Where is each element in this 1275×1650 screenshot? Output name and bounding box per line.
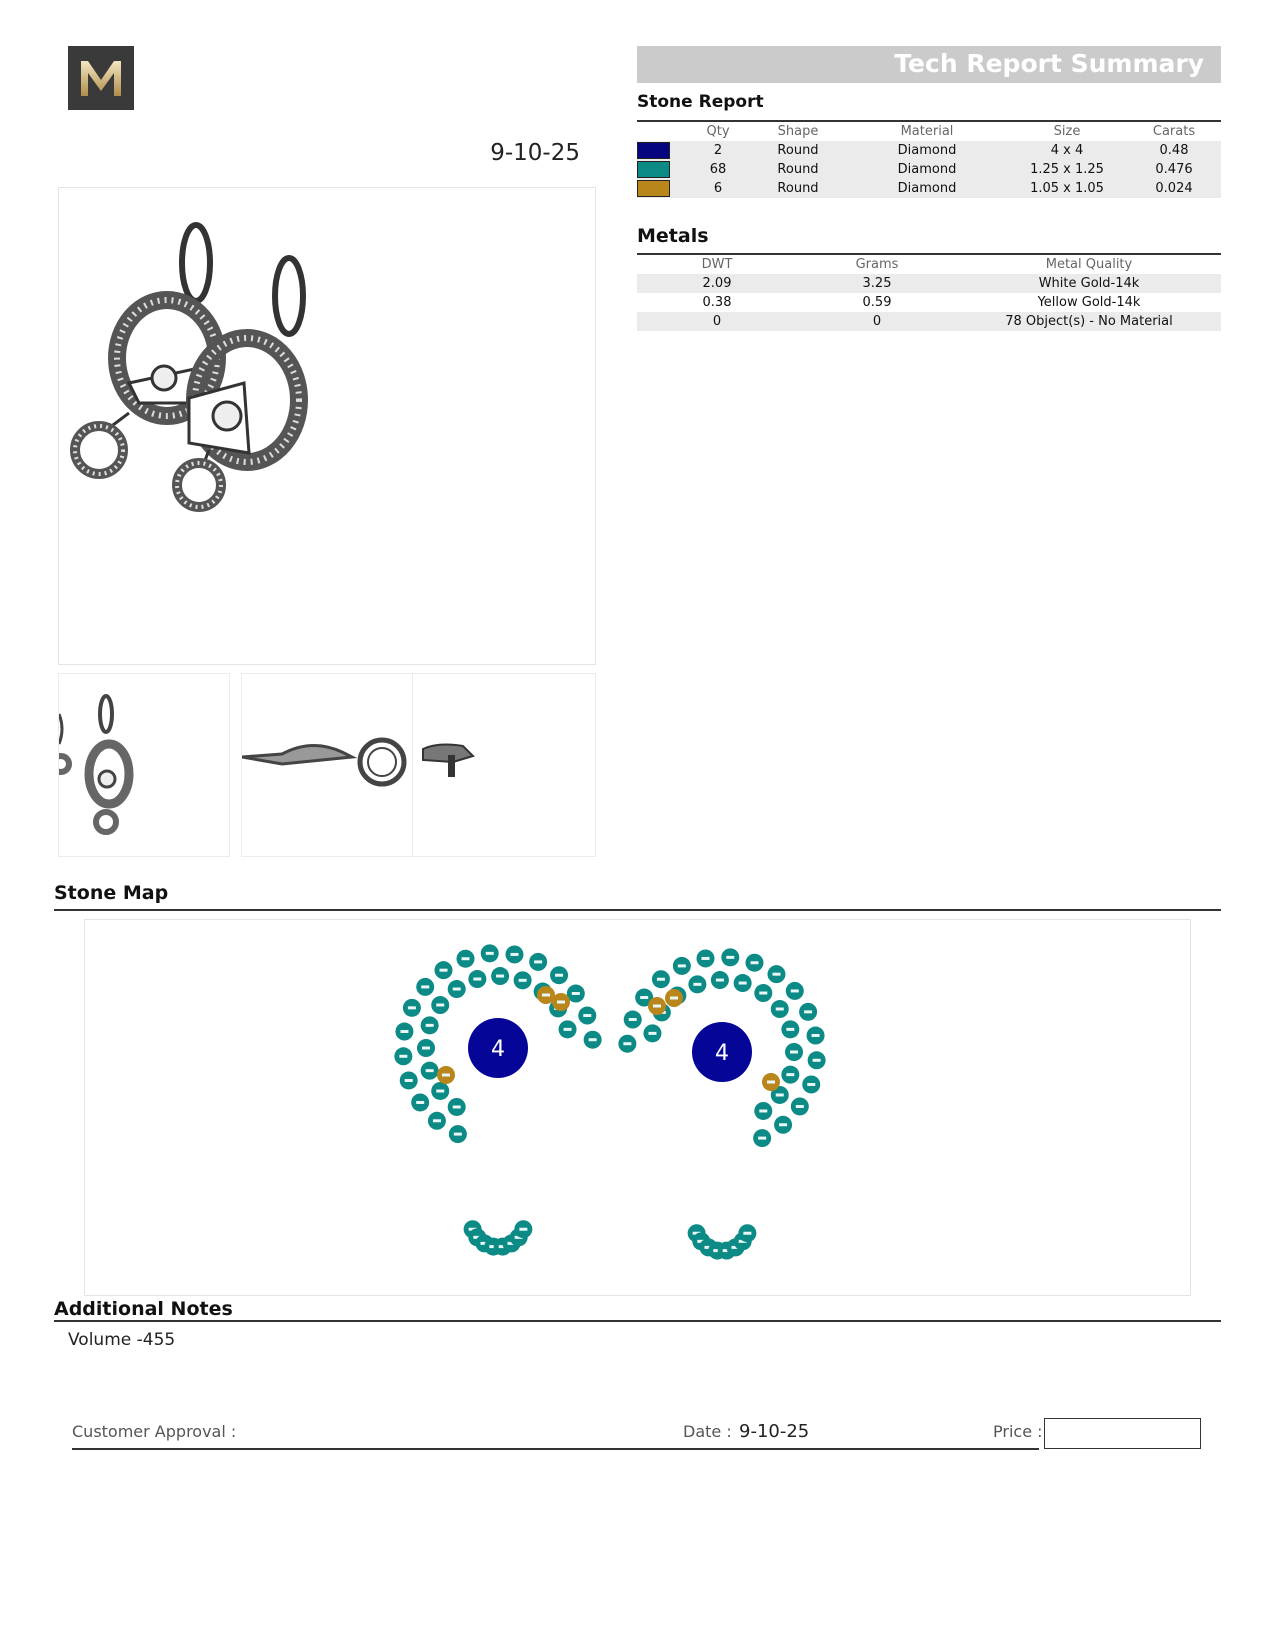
stone-size-mark — [572, 992, 580, 995]
stone-size-mark — [812, 1034, 820, 1037]
stone-size-mark — [564, 1028, 572, 1031]
approval-date-value: 9-10-25 — [739, 1421, 810, 1442]
divider — [54, 1320, 1221, 1322]
color-column-header — [637, 122, 687, 141]
stone-size-mark — [657, 978, 665, 981]
thumbnail-top-render — [413, 674, 595, 856]
stone-size-mark — [542, 994, 550, 997]
stone-size-mark — [739, 982, 747, 985]
stone-size-mark — [758, 1137, 766, 1140]
stone-size-mark — [776, 1093, 784, 1096]
signature-line — [72, 1448, 1039, 1450]
stone-map-heading: Stone Map — [54, 882, 169, 904]
stone-size-mark — [767, 1081, 775, 1084]
column-header-qty: Qty — [706, 124, 730, 139]
material-cell: Diamond — [847, 160, 1007, 179]
stone-size-mark — [779, 1123, 787, 1126]
material-cell: Diamond — [847, 179, 1007, 198]
report-title: Tech Report Summary — [894, 49, 1204, 78]
stone-size-mark — [648, 1032, 656, 1035]
stone-size-mark — [433, 1119, 441, 1122]
carats-cell: 0.48 — [1127, 141, 1221, 160]
dwt-cell: 0.38 — [702, 295, 732, 310]
stone-size-mark — [813, 1059, 821, 1062]
stone-size-mark — [791, 989, 799, 992]
shape-cell: Round — [749, 160, 847, 179]
stone-size-mark — [726, 956, 734, 959]
stone-size-mark — [400, 1030, 408, 1033]
stone-size-mark — [807, 1083, 815, 1086]
stone-size-mark — [759, 1109, 767, 1112]
stone-size-mark — [776, 1008, 784, 1011]
stone-size-mark — [496, 975, 504, 978]
company-logo — [68, 46, 134, 110]
stone-size-mark — [422, 1047, 430, 1050]
price-field[interactable] — [1044, 1418, 1201, 1449]
price-label: Price : — [993, 1422, 1043, 1441]
thumbnail-front-view[interactable] — [58, 673, 230, 857]
stone-size-mark — [399, 1055, 407, 1058]
stone-size-mark — [519, 1228, 527, 1231]
metal-quality-cell: White Gold-14k — [957, 274, 1221, 293]
stone-size-mark — [653, 1005, 661, 1008]
stone-size-mark — [416, 1101, 424, 1104]
table-row — [637, 312, 1221, 331]
table-header — [637, 122, 1221, 141]
stone-size-mark — [453, 988, 461, 991]
column-header-size: Size — [1053, 124, 1081, 139]
metal-quality-cell: Yellow Gold-14k — [1037, 295, 1141, 310]
metals-table — [637, 255, 1221, 331]
stone-size-mark — [436, 1004, 444, 1007]
stone-size-mark — [670, 997, 678, 1000]
table-row — [637, 160, 1221, 179]
additional-notes-heading: Additional Notes — [54, 1298, 233, 1320]
column-header-grams: Grams — [855, 257, 899, 272]
column-header-shape: Shape — [777, 124, 819, 139]
grams-cell: 3.25 — [797, 274, 957, 293]
stone-size-mark — [716, 979, 724, 982]
stone-size-mark — [440, 969, 448, 972]
stone-size-mark — [426, 1024, 434, 1027]
stone-size-mark — [426, 1069, 434, 1072]
qty-cell: 2 — [687, 141, 749, 160]
stone-report-table — [637, 122, 1221, 198]
stone-size-mark — [589, 1038, 597, 1041]
approval-date-label: Date : — [683, 1422, 732, 1441]
stone-color-swatch — [637, 180, 670, 197]
stone-color-swatch — [637, 142, 670, 159]
stone-size-mark — [583, 1014, 591, 1017]
stone-map-panel — [84, 919, 1191, 1296]
stone-size-mark — [790, 1051, 798, 1054]
notes-text: Volume -455 — [68, 1330, 176, 1350]
table-row — [637, 293, 1221, 312]
qty-cell: 6 — [687, 179, 749, 198]
material-cell: Diamond — [847, 141, 1007, 160]
stone-report-heading: Stone Report — [637, 92, 764, 112]
shape-cell: Round — [749, 141, 847, 160]
column-header-dwt: DWT — [701, 257, 733, 272]
divider — [54, 909, 1221, 911]
stone-size-mark — [555, 974, 563, 977]
thumbnail-side-view[interactable] — [241, 673, 413, 857]
stone-size-label: 4 — [491, 1037, 505, 1062]
column-header-metal-quality: Metal Quality — [1045, 257, 1133, 272]
stone-size-mark — [623, 1042, 631, 1045]
stone-size-mark — [405, 1079, 413, 1082]
stone-size-mark — [786, 1073, 794, 1076]
stone-size-mark — [678, 964, 686, 967]
stone-size-mark — [796, 1105, 804, 1108]
customer-approval-label: Customer Approval : — [72, 1422, 237, 1441]
table-header — [637, 255, 1221, 274]
thumbnail-front-render — [59, 674, 229, 856]
stone-size-mark — [786, 1028, 794, 1031]
metal-quality-cell: 78 Object(s) - No Material — [957, 312, 1221, 331]
stone-map-diagram — [85, 920, 1190, 1295]
stone-size-mark — [436, 1089, 444, 1092]
document-date: 9-10-25 — [490, 140, 580, 166]
stone-size-mark — [693, 983, 701, 986]
stone-size-mark — [408, 1006, 416, 1009]
column-header-material: Material — [900, 124, 954, 139]
stone-size-mark — [772, 973, 780, 976]
shape-cell: Round — [749, 179, 847, 198]
stone-size-mark — [486, 952, 494, 955]
table-row — [637, 179, 1221, 198]
report-title-bar — [637, 46, 1221, 83]
stone-size-label: 4 — [715, 1041, 729, 1066]
size-cell: 4 x 4 — [1007, 141, 1127, 160]
column-header-carats: Carats — [1152, 124, 1196, 139]
qty-cell: 68 — [687, 160, 749, 179]
stone-size-mark — [759, 992, 767, 995]
stone-size-mark — [743, 1232, 751, 1235]
stone-size-mark — [804, 1010, 812, 1013]
stone-size-mark — [557, 1001, 565, 1004]
stone-size-mark — [519, 979, 527, 982]
stone-size-mark — [640, 996, 648, 999]
stone-size-mark — [702, 957, 710, 960]
stone-color-swatch — [637, 161, 670, 178]
grams-cell: 0 — [797, 312, 957, 331]
earrings-render — [59, 188, 595, 664]
metals-heading: Metals — [637, 225, 709, 247]
table-row — [637, 274, 1221, 293]
main-render-view — [58, 187, 596, 665]
stone-size-mark — [510, 953, 518, 956]
stone-size-mark — [629, 1018, 637, 1021]
grams-cell: 0.59 — [862, 295, 892, 310]
stone-size-mark — [462, 957, 470, 960]
table-row — [637, 141, 1221, 160]
dwt-cell: 2.09 — [637, 274, 797, 293]
stone-size-mark — [750, 961, 758, 964]
carats-cell: 0.024 — [1127, 179, 1221, 198]
thumbnail-side-render — [242, 674, 412, 856]
size-cell: 1.25 x 1.25 — [1007, 160, 1127, 179]
stone-size-mark — [534, 960, 542, 963]
stone-size-mark — [442, 1074, 450, 1077]
stone-size-mark — [421, 985, 429, 988]
stone-size-mark — [473, 978, 481, 981]
stone-size-mark — [454, 1133, 462, 1136]
carats-cell: 0.476 — [1127, 160, 1221, 179]
size-cell: 1.05 x 1.05 — [1007, 179, 1127, 198]
thumbnail-top-view[interactable] — [412, 673, 596, 857]
dwt-cell: 0 — [637, 312, 797, 331]
stone-size-mark — [453, 1105, 461, 1108]
